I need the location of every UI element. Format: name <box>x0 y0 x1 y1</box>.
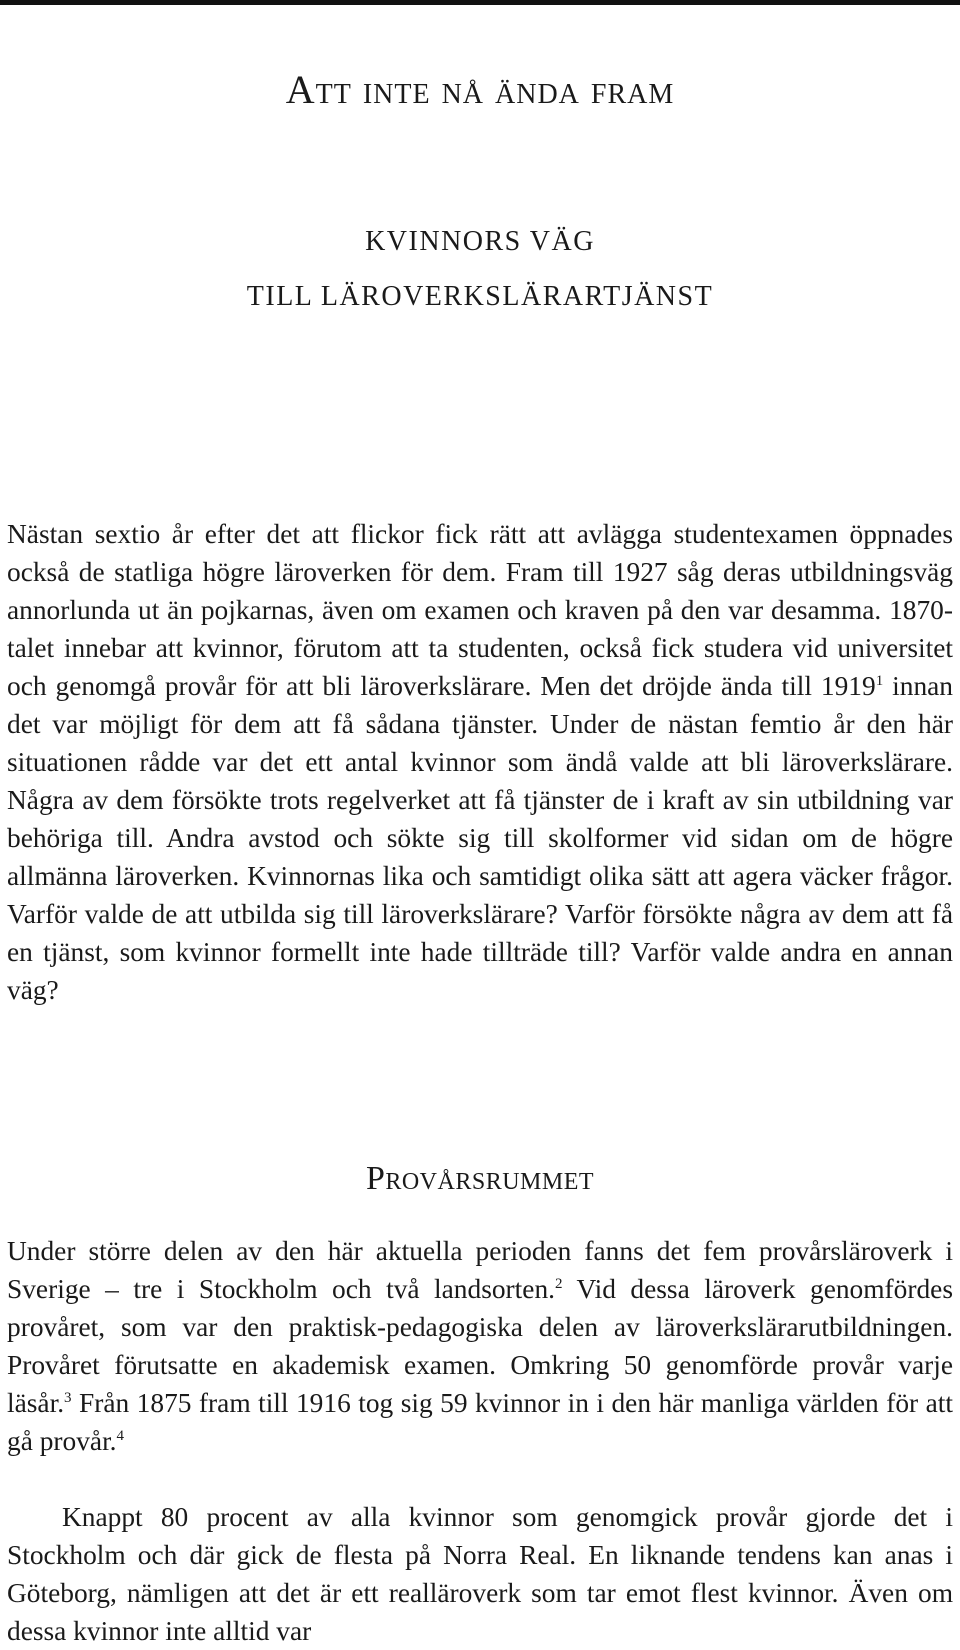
section-paragraph-2: Knappt 80 procent av alla kvinnor som genomgick provår gjorde det i Stockholm och där gick de flesta på Norra Real. En liknande tendens kan anas i Göteborg, nämligen att det är ett realläroverk som tar emot flest kvinnor. Även om dessa kvinnor inte alltid var <box>7 1502 953 1646</box>
chapter-subtitle-line-2: TILL LÄROVERKSLÄRARTJÄNST <box>246 281 714 312</box>
chapter-title: Att inte nå ända fram <box>285 67 675 112</box>
intro-text-part-2: innan det var möjligt för dem att få sådana tjänster. Under de nästan femtio år den här situationen rådde var det ett antal kvinnor som ändå valde att bli läroverkslärare. Några av dem försökte trots regelverket att få tjänster de i kraft av sin utbildning var behöriga till. Andra avstod och sökte sig till skolformer vid sidan om de högre allmänna läroverken. Kvinnornas lika och samtidigt olika sätt att agera väcker frågor. Varför valde de att utbilda sig till läroverkslärare? Varför försökte några av dem att få en tjänst, som kvinnor formellt inte hade tillträde till? Varför valde andra en annan väg? <box>7 671 954 1005</box>
chapter-subtitle-line-1: KVINNORS VÄG <box>365 226 595 257</box>
footnote-marker-2: 2 <box>554 1275 563 1292</box>
section-p1-text-part-1: Under större delen av den här aktuella perioden fanns det fem provårsläroverk i Sverige – tre i Stockholm och två landsorten. <box>7 1236 953 1304</box>
intro-paragraph <box>7 515 953 1009</box>
footnote-marker-4: 4 <box>116 1427 125 1444</box>
section-p1-text-part-2: Vid dessa läroverk genomfördes provåret, som var den praktisk-pedagogiska delen av läroverkslärarutbildningen. Provåret förutsatte en akademisk examen. Omkring 50 genomförde provår varje läsår. <box>7 1274 953 1418</box>
top-rule <box>0 0 960 5</box>
section-p1-text-part-3: Från 1875 fram till 1916 tog sig 59 kvinnor in i den här manliga världen för att gå provår. <box>7 1388 953 1456</box>
footnote-marker-3: 3 <box>64 1389 72 1406</box>
footnote-marker-1: 1 <box>875 672 884 689</box>
intro-text-part-1: Nästan sextio år efter det att flickor fick rätt att avlägga studentexamen öppnades också de statliga högre läroverken för dem. Fram till 1927 såg deras utbildningsväg annorlunda ut än pojkarnas, även om examen och kraven på den var desamma. 1870-talet innebar att kvinnor, förutom att ta studenten, också fick studera vid universitet och genomgå provår för att bli läroverkslärare. Men det dröjde ända till 1919 <box>7 519 953 701</box>
section-paragraph-1 <box>7 1232 953 1460</box>
section-heading: Provårsrummet <box>365 1160 595 1197</box>
